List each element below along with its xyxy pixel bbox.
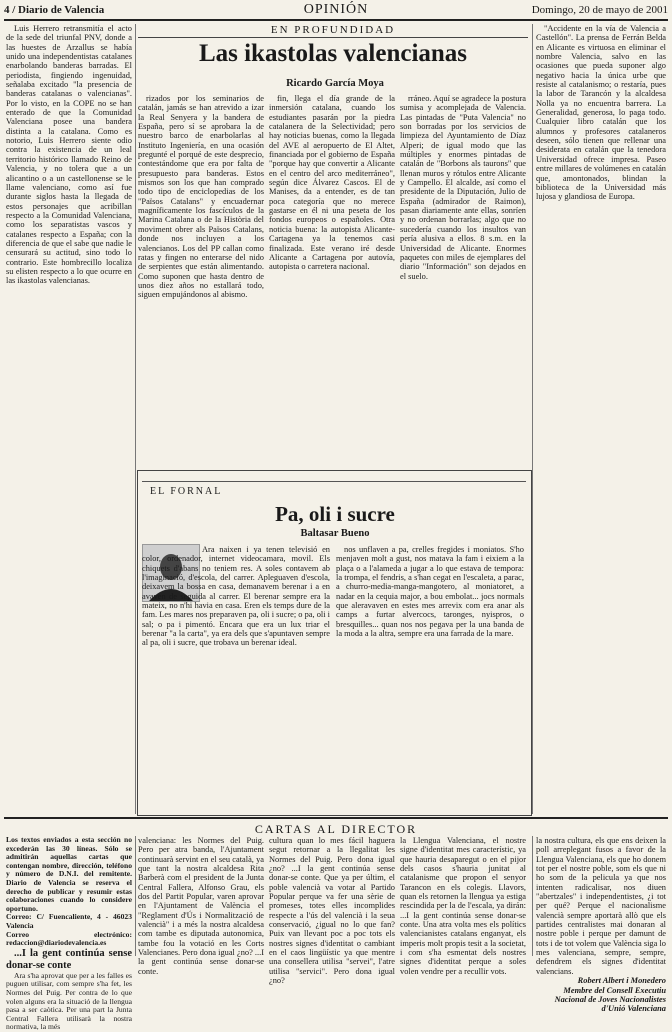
page-number-section: 4 / Diario de Valencia [4,4,105,16]
column-divider [532,836,533,956]
fornal-headline: Pa, oli i sucre [275,502,395,526]
letter-column-4 [400,836,526,976]
section-title: OPINIÓN [303,2,369,17]
article-column-4 [400,94,526,464]
article-byline: Ricardo García Moya [286,78,384,89]
fornal-column-1 [142,545,330,809]
article-column-2 [138,94,264,464]
letter-text: la nostra cultura, els que ens deixen la poll arreplegant fusos a favor de la Llengua Valenciana, els que ho donem tot per el nostre poble, som els que ni ho som de la pelicula ya que nos intenten radicalisar, nos diuen "abertzales" i independentistes, ¿i tot per qué? Perque el nacionalisme valencià sempre aportarà allò que els partides centralistes mai donaran al nostre poble i perque per damunt de tots i de tot volem que València siga lo mes valenciana, sempre, sempre, defendrem els signes d'identitat valencians. [536,836,666,976]
article-text: fin, llega el día grande de la inmersión catalana, cuando los estudiantes pasarán por la piedra catalanera de la Selectividad; pero hay noticias buenas, como la llegada del AVE al aeropuerto de El Altet, financiada por el gobierno de España "porque hay que convertir a Alicante en el centro del arco mediterráneo", según dice Álvarez Cascos. El de Manises, da a entender, es de tan poca categoría que no merece gastarse en él ni una peseta de los fondos europeos o españoles. Otra noticia buena: la autopista Alicante-Cartagena ya la tenemos casi finalizada. Este verano iré desde Alicante a Cartagena por autovía, autopista o carretera nacional. [269,94,395,272]
column-divider [135,836,136,956]
email-label: Correo electrónico: [6,929,132,939]
column-divider [135,24,136,814]
fornal-kicker-rule [142,481,526,482]
article-text: Luis Herrero retransmitía el acto de la sede del triunfal PNV, donde a las huestes de Arzallus se había unido una independentistas catalanes enarbolando banderas barradas. El periodista, fingiendo ingenuidad, señalaba excitado "la presencia de banderas catalanas o valencianas". Por lo visto, en la COPE no se han enterado de que la Comunidad Valenciana posee una bandera distinta a la catalana. Como es notorio, Luis Herrero siente odio contra la existencia de un leal territorio histórico llamado Reino de Valencia, y no tolera que a un alicantino o a un castellonense se le llame valenciano, como así fue durante siglos hasta la llegada de estos personajes que acribillan respecto a la Comunidad Valenciana, como los separatistas vascos y catalanes respecto a España; con la diferencia de que el sabe que nadie le censurará su actitud, sino todo lo contrario. Este hombrecillo localiza su elisten respecto a lo que ocurre en las ikastolas valencianas. [6,24,132,286]
fornal-text: nos unflaven a pa, crelles fregides i moniatos. S'ho menjaven molt a gust, nos matava la fam i eixiem a la plaça o a l'alameda a jugar a lo que estava de tempora: la trompa, el fendris, a s'han cegat en l'escaleta, a parac, a churro-media-manga-mangotero, al moniatoret, a nadar en la cequia major, a bou embolat... jocs normals que aleravaven en estes mes arrevix com era anar als camps a furtar alvercocs, taronges, nyispros, o bresquilles... quan nos nos pegava per la una banda de la moda a la altra, sempre era una farrada de la mare. [336,545,524,639]
letter-column-2 [138,836,264,976]
letters-postal [6,913,132,930]
correo-address: C/ Fuencaliente, 4 - 46023 Valencia [6,912,132,930]
letter-text: valenciana: les Normes del Puig. Pero per atra banda, l'Ajuntament continuarà servint en el seu català, ya que tant la nostra alcaldesa Rita Barberà com el president de la Junta Central Fallera, Alfonso Grau, els dos del Partit Popular, varen aprovar en l'Ajuntament de València el "Reglament d'Ús i Normalització de valencià" i a més la nostra alcaldesa com tambe es diputada autonomica, tambe fou la votació en les Corts Valencianes. Pero dona igual ¿no? ...I la gent continúa sense donar-se conte. [138,836,264,976]
letters-top-rule [4,817,668,819]
article-headline: Las ikastolas valencianas [198,40,468,67]
article-column-5 [536,24,666,816]
fornal-column-2 [336,545,524,809]
column-divider [532,24,533,814]
article-text: "Accidente en la vía de Valencia a Castellón". La prensa de Ferrán Belda en Alicante es virtuosa en eliminar el nombre Valencia, salvo en las ocasiones que pueda suponer algo negativo hacia la única urbe que resiste al catalanismo; o restaría, pues la labor de Tarancón y la alcaldesa Nolla ya no encuentra barrera. La Generalidad, generosa, lo paga todo. Cualquier libro catalán que los alumnos y profesores catalaneros deseen, sólo tienen que rellenar una desiderata en catalán que la tenedora Universidad ofrece impresa. Paseo entre millares de volúmenes en catalán que, amontonados, blindan la biblioteca de la Universidad más lujosa y glandiosa de Europa. [536,24,666,202]
article-text: rizados por los seminarios de catalán, jamás se han atrevido a izar la Real Senyera y la bandera de España, pero sí se aprobara la de nuestro barco de enarbolarlas al Instituto Ingeniería, en una ocasión pregunté el porqué de este desprecio, contestándome que era por falta de presupuesto para banderas. Estos mismos son los que han comprado todo tipo de enciclopedias de los "Països Catalans" y encuadernar magníficamente los fascículos de la Marina Catalana o de la Història del moviment obrer als Països Catalans, donde nos incluyen a los valencianos. Los del PP callan como ratas y fingen no enterarse del nido de serpientes que están alimentando. Como suponen que hasta dentro de unos diez años no estallará todo, siguen empujándonos al abismo. [138,94,264,300]
fornal-kicker: EL FORNAL [150,486,223,497]
article-text: rráneo. Aquí se agradece la postura sumisa y acomplejada de Valencia. Las pintadas de "Puta Valencia" no son borradas por los servicios de limpieza del Ayuntamiento de Díaz Alperi; de igual modo que las múltiples y enormes pintadas de catalán de "Borbons als taurons" que llenan muros y rótulos entre Alicante y Campello. El alcalde, así como el presidente de la Diputación, Julio de España (admirador de Raimon), pasan diariamente ante ellas, sonríen y no ordenan borrarlas; algo que no sucedería cuando los insultos van pería alusiva a ellos. 8 s.m. en la Universidad de Alicante. Enormes paquetes con miles de ejemplares del diario "Información" son dejados en el suelo. [400,94,526,281]
letter-text: cultura quan lo mes fácil haguera segut retornar a la llegalitat les Normes del Puig. Pero dona igual ¿no? ...I la gent continúa sense donar-se conte. Que ya per últim, el poble valencià va votar al Partido Popular perque va fer una sèrie de promeses, totes elles incomplides respecte a l'ús del valencià i la seua conservació, ¿igual no lo que fan? Puix van llevant poc a poc tots els nostres signes d'identitat o cambiant en el caos lingüístic ya que mentre una consellera utilisa "servei", l'atre utilisa "servici". Pero dona igual ¿no? [269,836,395,986]
signature-name: Robert Albert i Monedero [577,976,666,986]
letter-text: Ara s'ha aprovat que per a les falles es puguen utilisar, com sempre s'ha fet, les Normes del Puig. Per contra de lo que volen alguns era la situació de la llengua pasa a ser caòtica. Per una part la Junta Central Fallera utilisarà la nostra normativa, la més [6,970,132,1032]
article-kicker: EN PROFUNDIDAD [138,24,528,38]
page-header [4,2,668,21]
letter-column-3 [269,836,395,986]
letter-text: la Llengua Valenciana, el nostre signe d'identitat mes característic, ya que hauria desaparegut o en el pijor dels casos s'hauria junitat al catalanisme que propon el senyor Tarancon en els colegis. Llavors, quan els retornen la llengua ya estiga rescindida per la de l'escala, ya dirán: ...I la gent continúa sense donar-se conte. Una atra volta mes els polítics valencianistes catalans enganyat, els imperis molt propis tesit a la societat, i com s'ha esmentat dels nostres signes d'identitat perque a soles volen vendre per a recullir vots. [400,836,526,976]
correo-label: Correo: [6,912,32,922]
letter-title: ...I la gent continúa sense donar-se conte [6,947,132,971]
email-address: redaccion@diariodevalencia.es [6,938,107,948]
letters-submission-rules: Los textos enviados a esta sección no excederán las 30 líneas. Sólo se admitirán aquellas cartas que contengan nombre, dirección, teléfono y número de D.N.I. del remitente. Diario de Valencia se reserva el derecho de publicar y resumir estas colaboraciones cuando lo considere oportuno. [6,835,132,913]
fornal-text: Ara naixen i ya tenen televisió en color, ordenador, internet videocamara, movil. Els chiquets d'abans no teniem res. A soles contavem ab l'imaginació, d'escola, del carrer. Apleguaven d'escola, deixavem la bossa en casa, demanavem berenar i a en avaven de seguida al carrer. El berenar sempre era la mateix, no n'hi havia en casa. Eren els temps dure de la fam. Les mares nos preparaven pa, oli i sucre; o pa, oli i sal; o pa i pimentó. Encara que era un lux triar el berenar "a la carta", ya era dels que s'apuntaven sempre al pa, oli i sucre, que trobava un berenar ideal. [142,545,330,648]
signature-role: Membre del Consell Executiu [563,985,666,995]
fornal-byline: Baltasar Bueno [300,528,370,539]
letters-email [6,931,132,948]
issue-date: Domingo, 20 de mayo de 2001 [531,4,668,16]
letters-info-column [6,835,132,1032]
signature-org: Nacional de Joves Nacionalistes d'Unió Valenciana [554,994,666,1014]
letters-kicker: CARTAS AL DIRECTOR [254,822,418,836]
article-column-3 [269,94,395,464]
article-column-1 [6,24,132,516]
letter-column-5 [536,836,666,1014]
